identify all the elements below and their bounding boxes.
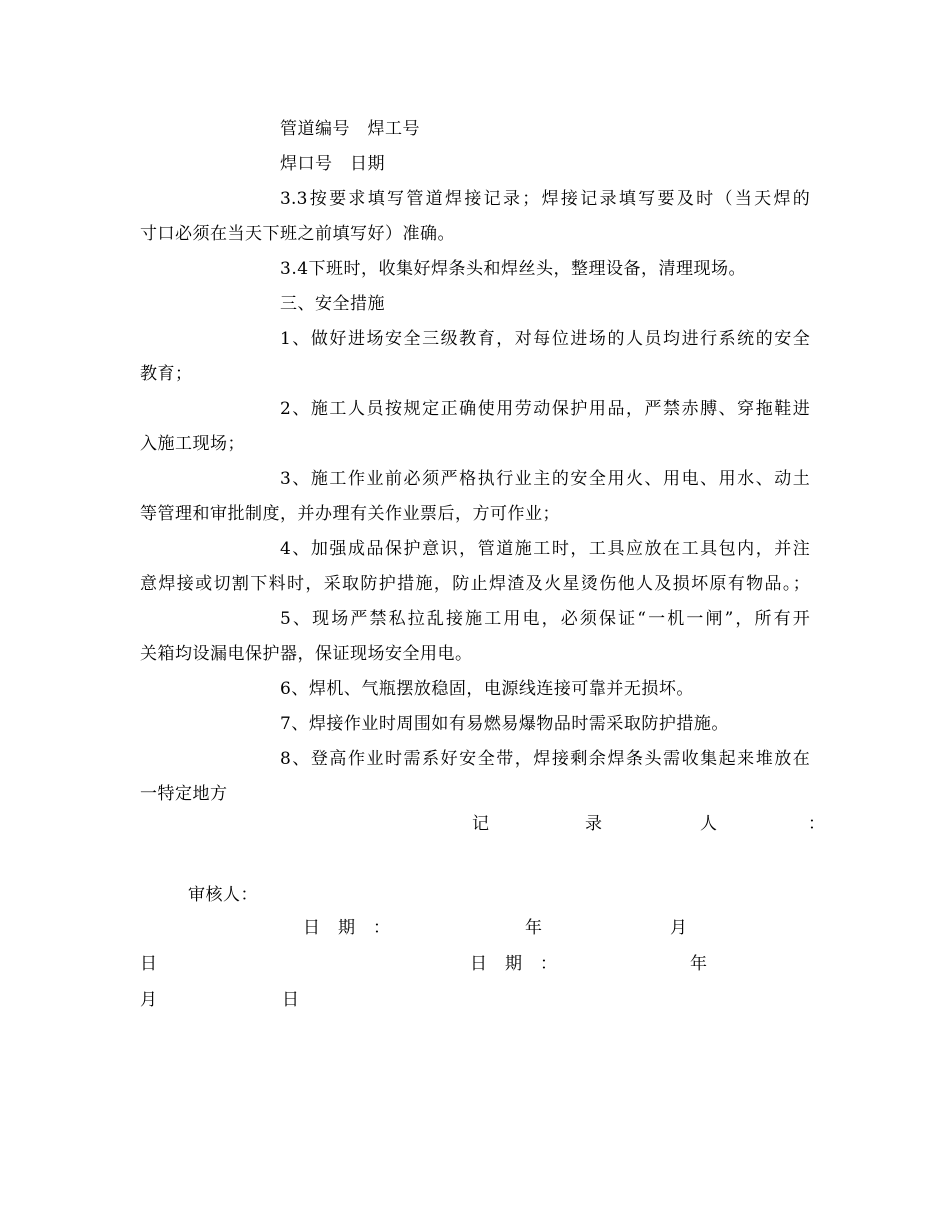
text-line: 5、现场严禁私拉乱接施工用电，必须保证“一机一闸”，所有开 xyxy=(280,609,810,629)
text-line: 3.4下班时，收集好焊条头和焊丝头，整理设备，清理现场。 xyxy=(280,259,747,279)
text-line: 寸口必须在当天下班之前填写好）准确。 xyxy=(140,224,455,244)
date-year: 年 xyxy=(690,954,708,974)
date-year: 年 xyxy=(525,918,543,938)
date-month: 月 xyxy=(670,918,688,938)
recorder-label-char: 记 xyxy=(472,814,490,834)
reviewer-label: 审核人： xyxy=(188,885,258,905)
text-line: 等管理和审批制度，并办理有关作业票后，方可作业； xyxy=(140,504,560,524)
text-line: 7、焊接作业时周围如有易燃易爆物品时需采取防护措施。 xyxy=(280,714,729,734)
text-line: 关箱均设漏电保护器，保证现场安全用电。 xyxy=(140,644,473,664)
recorder-label-char: 人 xyxy=(700,814,718,834)
text-line: 教育； xyxy=(140,364,193,384)
text-line: 2、施工人员按规定正确使用劳动保护用品，严禁赤膊、穿拖鞋进 xyxy=(280,399,810,419)
date-day: 日 xyxy=(282,990,300,1010)
recorder-label-char: 录 xyxy=(585,814,603,834)
recorder-label-colon: ： xyxy=(808,814,826,834)
text-line: 入施工现场； xyxy=(140,434,245,454)
text-line: 6、焊机、气瓶摆放稳固，电源线连接可靠并无损坏。 xyxy=(280,679,694,699)
text-line: 一特定地方 xyxy=(140,784,228,804)
section-heading: 三、安全措施 xyxy=(280,294,385,314)
date-label: 日 期 ： xyxy=(470,954,558,974)
text-line: 8、登高作业时需系好安全带，焊接剩余焊条头需收集起来堆放在 xyxy=(280,749,810,769)
text-line: 3.3按要求填写管道焊接记录；焊接记录填写要及时（当天焊的 xyxy=(280,189,810,209)
text-line: 4、加强成品保护意识，管道施工时，工具应放在工具包内，并注 xyxy=(280,539,810,559)
text-line: 焊口号 日期 xyxy=(280,154,385,174)
date-day: 日 xyxy=(140,954,158,974)
text-line: 3、施工作业前必须严格执行业主的安全用火、用电、用水、动土 xyxy=(280,469,810,489)
date-label: 日 期 ： xyxy=(303,918,391,938)
text-line: 管道编号 焊工号 xyxy=(280,119,420,139)
text-line: 1、做好进场安全三级教育，对每位进场的人员均进行系统的安全 xyxy=(280,329,810,349)
date-month: 月 xyxy=(140,990,158,1010)
text-line: 意焊接或切割下料时，采取防护措施，防止焊渣及火星烫伤他人及损坏原有物品。； xyxy=(140,574,810,594)
